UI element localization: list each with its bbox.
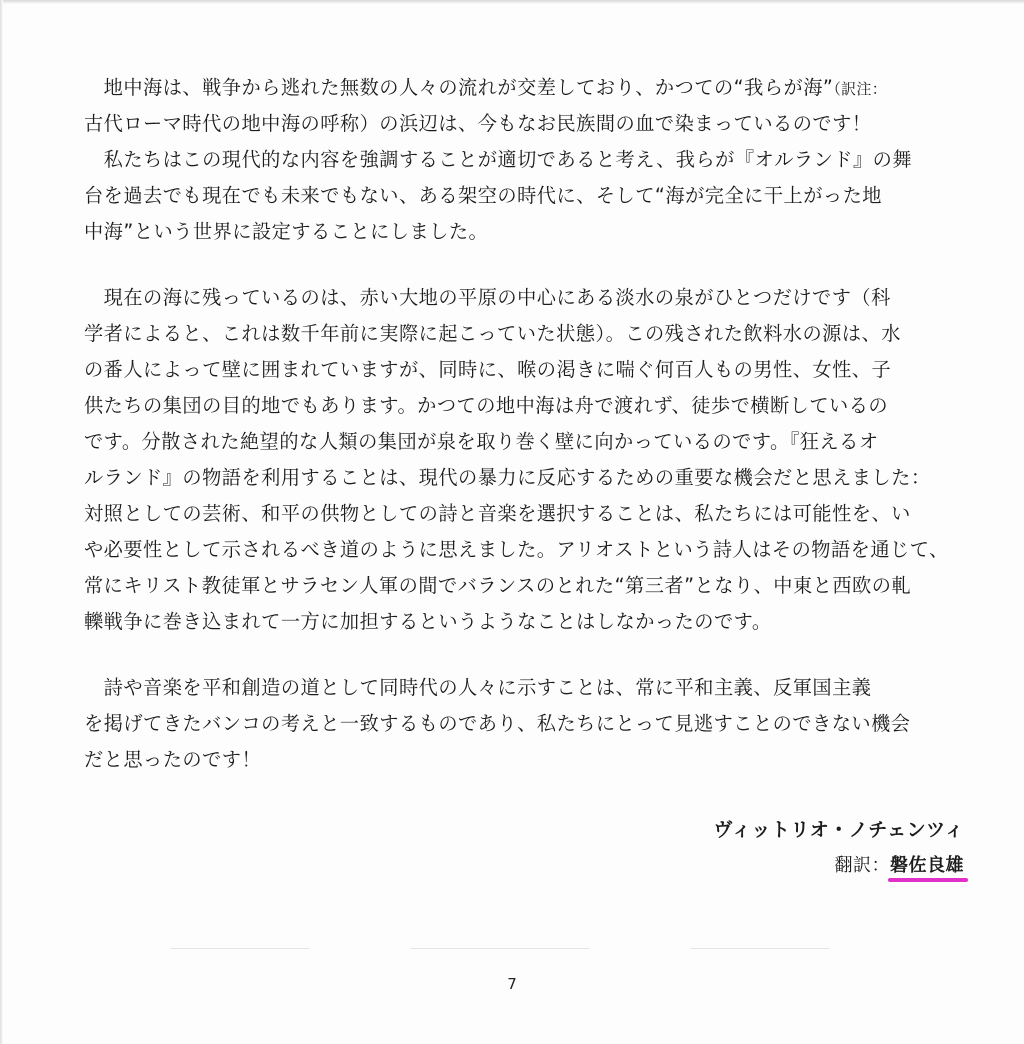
text-line: だと思ったのです！ [84,748,262,771]
text-line: 轢戦争に巻き込まれて一方に加担するというようなことはしなかったのです。 [84,610,772,633]
text-line: 私たちはこの現代的な内容を強調することが適切であると考え、我らが『オルランド』の舞 [84,148,913,171]
bleed-through-line [690,948,830,949]
scan-edge-top [0,0,1024,4]
text-line-content: 地中海は、戦争から逃れた無数の人々の流れが交差しており、かつての“我らが海” [84,76,834,99]
translator-label: 翻訳： [834,855,890,876]
paragraph-1 [84,70,974,250]
translator-note: （訳注： [833,80,888,98]
text-line: 対照としての芸術、和平の供物としての詩と音楽を選択することは、私たちには可能性を、い [84,502,911,525]
paragraph-2 [84,280,974,640]
author-name: ヴィットリオ・ノチェンツィ [713,819,964,841]
text-line: の番人によって壁に囲まれていますが、同時に、喉の渇きに喘ぐ何百人もの男性、女性、子 [84,358,892,381]
text-line: 学者によると、これは数千年前に実際に起こっていた状態）。この残された飲料水の源は、水 [84,322,901,345]
text-line: です。分散された絶望的な人類の集団が泉を取り巻く壁に向かっているのです。『狂えるオ [84,430,879,453]
text-line: 古代ローマ時代の地中海の呼称）の浜辺は、今もなお民族間の血で染まっているのです！ [84,112,872,135]
bleed-through-line [410,948,590,949]
paragraph-3 [84,670,974,778]
text-line: 供たちの集団の目的地でもあります。かつての地中海は舟で渡れず、徒歩で横断しているの [84,394,889,417]
signature-block [714,812,964,884]
text-line: を掲げてきたバンコの考えと一致するものであり、私たちにとって見逃すことのできない機会 [84,712,911,735]
paragraph-gap [84,640,974,670]
highlight-underline-mark [888,878,968,882]
text-line: や必要性として示されるべき道のように思えました。アリオストという詩人はその物語を通じて、 [84,538,949,561]
paragraph-gap [84,250,974,280]
text-line [84,70,974,106]
body-text [84,70,974,778]
text-line: 中海”という世界に設定することにしました。 [84,220,489,243]
text-line: 詩や音楽を平和創造の道として同時代の人々に示すことは、常に平和主義、反軍国主義 [84,676,872,699]
translator-credit [714,848,964,884]
text-line: 台を過去でも現在でも未来でもない、ある架空の時代に、そして“海が完全に干上がった地 [84,184,882,207]
text-line: ルランド』の物語を利用することは、現代の暴力に反応するための重要な機会だと思えました： [84,466,931,489]
scan-edge-left [0,0,3,1044]
page-number: 7 [507,975,517,993]
bleed-through-line [170,948,310,949]
text-line: 現在の海に残っているのは、赤い大地の平原の中心にある淡水の泉がひとつだけです（科 [84,286,891,309]
text-line: 常にキリスト教徒軍とサラセン人軍の間でバランスのとれた“第三者”となり、中東と西欧の軋 [84,574,912,597]
translator-name-text: 磐佐良雄 [890,855,964,876]
translator-name [890,848,964,884]
